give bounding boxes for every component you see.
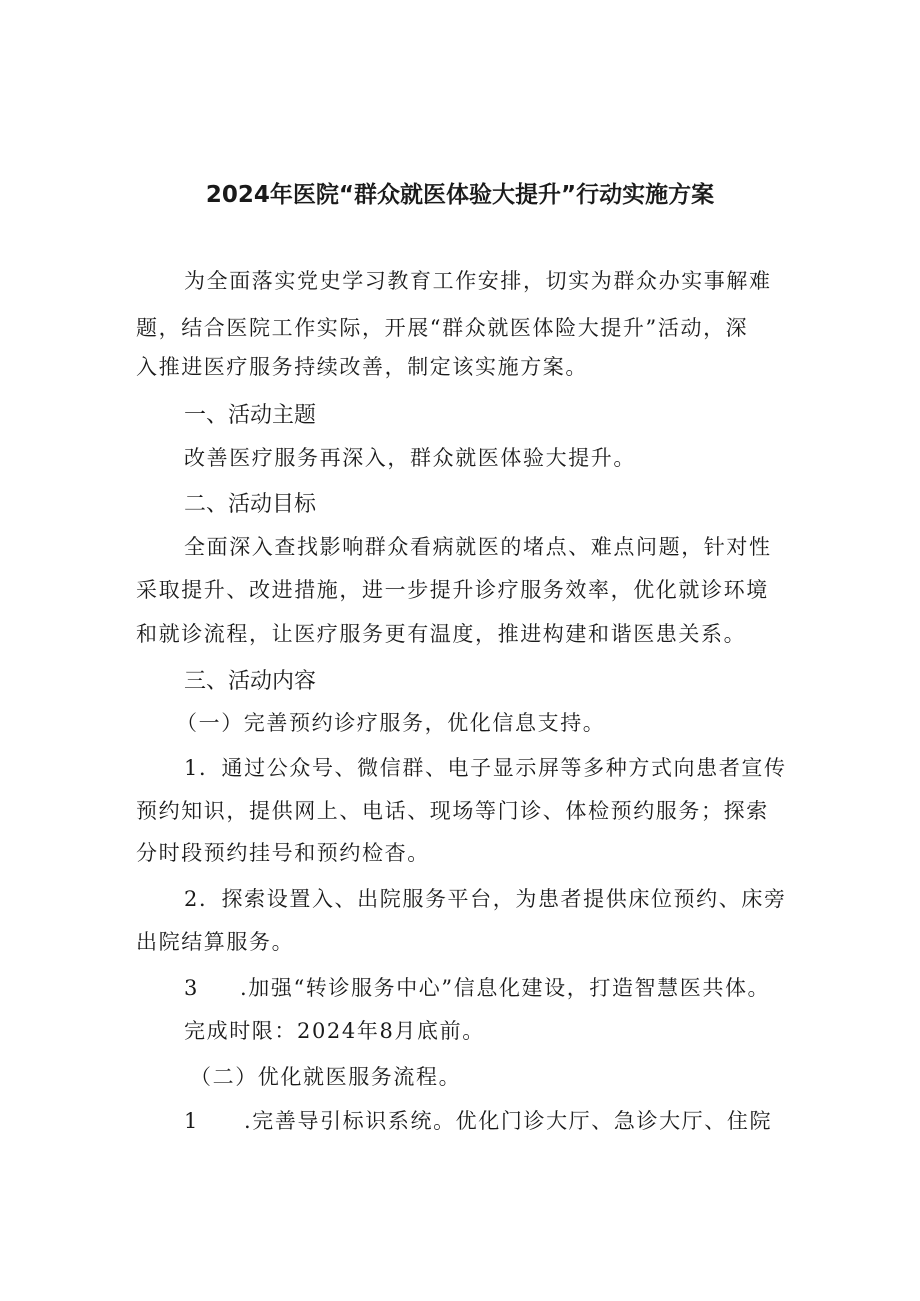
item-4-text: .完善导引标识系统。优化门诊大厅、急诊大厅、住院 [244,1109,773,1133]
item-1-line-1: 1．通过公众号、微信群、电子显示屏等多种方式向患者宣传 [184,756,787,780]
section-heading-theme: 一、活动主题 [184,403,317,428]
item-1-line-3: 分时段预约挂号和预约检杳。 [136,841,430,865]
document-title: 2024年医院“群众就医体验大提升”行动实施方案 [205,182,715,208]
intro-line-1: 为全面落实党史学习教育工作安排，切实为群众办实事解难 [184,269,772,293]
deadline-text: 完成时限：2024年8月底前。 [184,1019,485,1043]
section-heading-content: 三、活动内容 [184,669,317,694]
section-heading-goal: 二、活动目标 [184,492,317,517]
item-2-line-2: 出院结算服务。 [136,930,295,954]
subsection-1-heading: （一）完善预约诊疗服务，优化信息支持。 [176,711,606,735]
goal-line-3: 和就诊流程，让医疗服务更有温度，推进构建和谐医患关系。 [136,622,747,646]
subsection-2-heading: （二）优化就医服务流程。 [190,1065,462,1089]
item-3-number: 3 [184,976,199,1000]
item-2-line-1: 2．探索设置入、出院服务平台，为患者提供床位预约、床旁 [184,887,787,911]
goal-line-2: 采取提升、改进措施，进一步提升诊疗服务效率，优化就诊环境 [136,578,769,602]
theme-text: 改善医疗服务再深入，群众就医体验大提升。 [184,446,636,470]
item-3-text: .加强“转诊服务中心”信息化建设，打造智慧医共体。 [240,976,771,1000]
item-1-line-2: 预约知识，提供网上、电话、现场等门诊、体检预约服务；探索 [136,799,769,823]
intro-line-2: 题，结合医院工作实际，开展“群众就医体险大提升”活动，深 [136,316,749,340]
goal-line-1: 全面深入查找影响群众看病就医的堵点、难点问题，针对性 [184,535,772,559]
intro-line-3: 入推进医疗服务持续改善，制定该实施方案。 [136,355,588,379]
item-4-number: 1 [184,1109,199,1133]
